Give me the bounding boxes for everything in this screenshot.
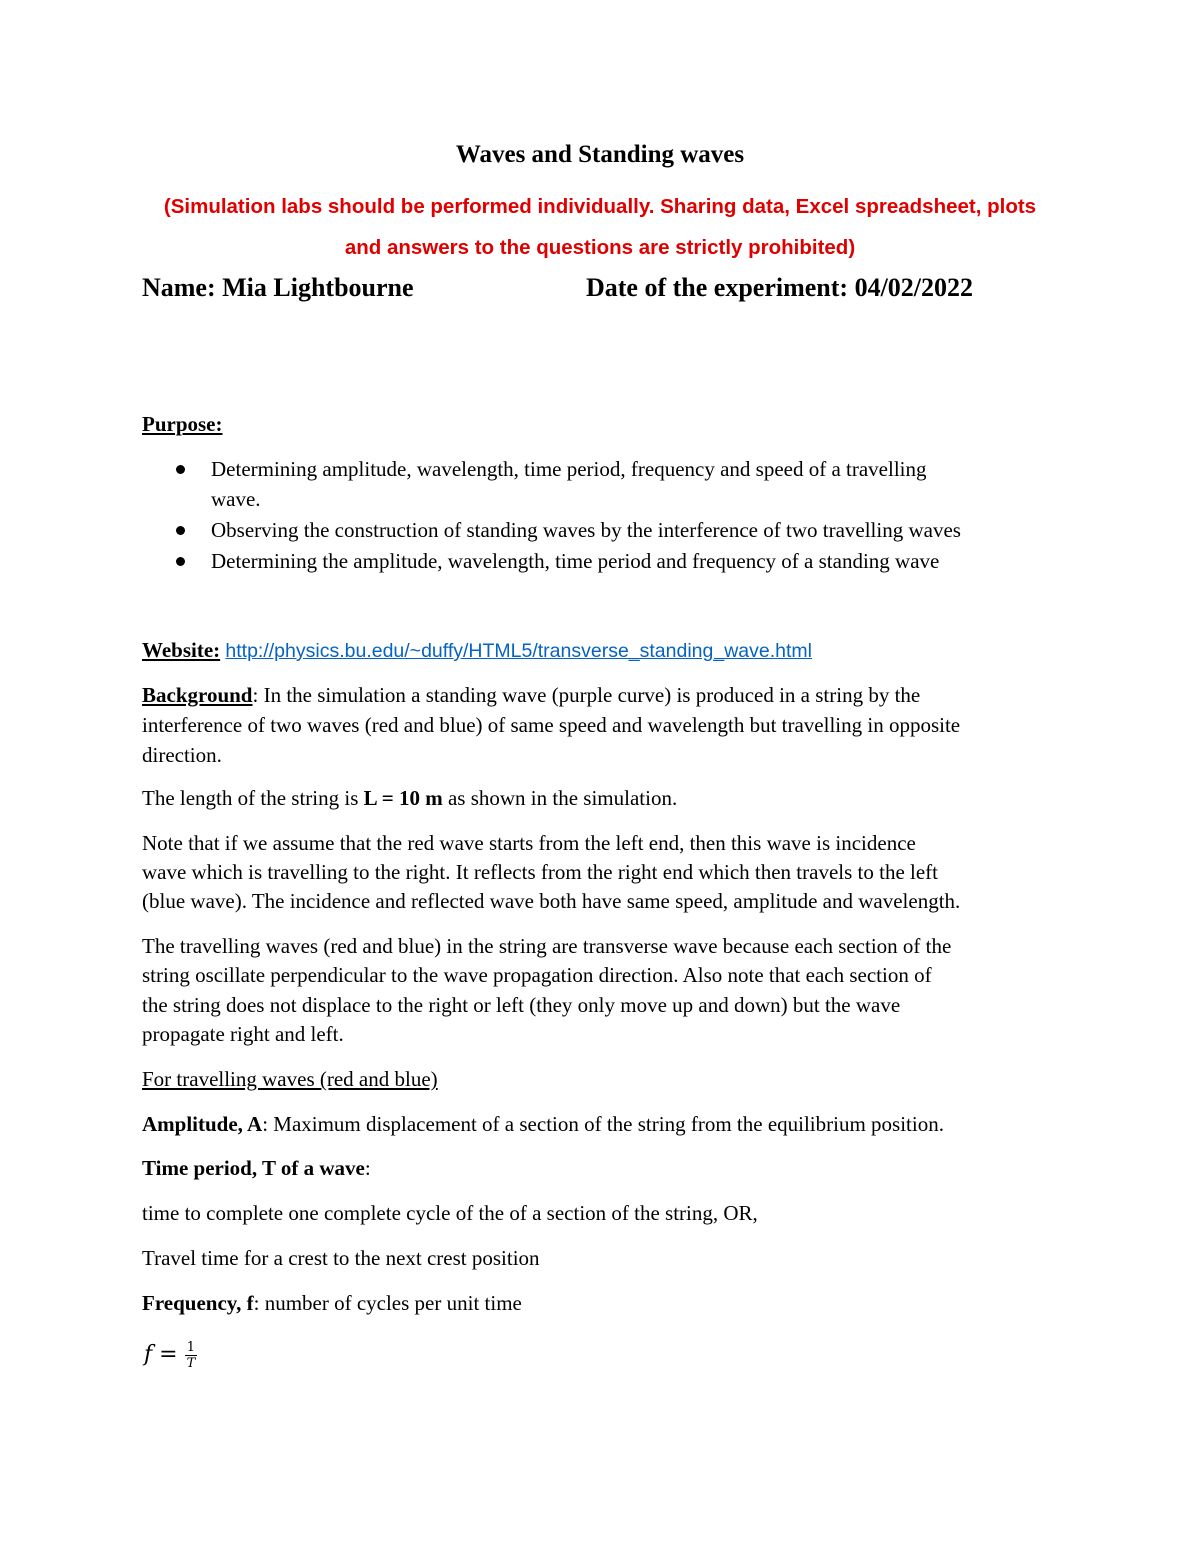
- background-line-2: interference of two waves (red and blue) of same speed and wavelength but travelling in opposite: [142, 713, 961, 737]
- note-line-2: wave which is travelling to the right. It reflects from the right end which then travels to the left: [142, 860, 939, 884]
- transverse-line-3: the string does not displace to the right or left (they only move up and down) but the wave: [142, 993, 901, 1017]
- period-heading: [142, 1153, 371, 1183]
- period-definition-1: time to complete one complete cycle of the of a section of the string, OR,: [142, 1201, 758, 1225]
- bullet-icon: [176, 526, 185, 535]
- background-line-3: direction.: [142, 743, 222, 767]
- note-line-1: Note that if we assume that the red wave starts from the left end, then this wave is incidence: [142, 831, 916, 855]
- transverse-line-1: The travelling waves (red and blue) in the string are transverse wave because each section of the: [142, 934, 952, 958]
- frequency-label: Frequency, f: [142, 1291, 254, 1315]
- period-definition-2: Travel time for a crest to the next crest position: [142, 1246, 540, 1270]
- frequency-text: : number of cycles per unit time: [253, 1291, 522, 1315]
- amplitude-definition: [142, 1109, 944, 1139]
- date-value: 04/02/2022: [854, 273, 974, 302]
- name-label: Name:: [142, 273, 216, 302]
- background-text: : In the simulation a standing wave (purple curve) is produced in a string by the: [252, 683, 921, 707]
- travelling-waves-heading: For travelling waves (red and blue): [142, 1067, 438, 1091]
- amplitude-text: : Maximum displacement of a section of the string from the equilibrium position.: [262, 1112, 944, 1136]
- purpose-item-1-line-2: wave.: [211, 487, 261, 511]
- bullet-icon: [176, 465, 185, 474]
- purpose-item-2: Observing the construction of standing waves by the interference of two travelling waves: [211, 518, 961, 542]
- note-line-3: (blue wave). The incidence and reflected wave both have same speed, amplitude and wavelength.: [142, 889, 961, 913]
- formula-lhs: f: [144, 1342, 153, 1367]
- warning-line-2: and answers to the questions are strictly prohibited): [344, 236, 856, 259]
- website-line: [142, 635, 812, 666]
- website-link[interactable]: http://physics.bu.edu/~duffy/HTML5/transverse_standing_wave.html: [225, 640, 812, 662]
- bullet-icon: [176, 557, 185, 566]
- warning-line-1: (Simulation labs should be performed individually. Sharing data, Excel spreadsheet, plots: [163, 195, 1037, 218]
- string-length-line: [142, 783, 677, 813]
- period-colon: :: [364, 1156, 371, 1180]
- background-line-1: [142, 680, 920, 710]
- formula-denominator: T: [186, 1356, 196, 1372]
- frequency-definition: [142, 1288, 522, 1318]
- transverse-line-2: string oscillate perpendicular to the wave propagation direction. Also note that each section of: [142, 963, 932, 987]
- period-label: Time period, T of a wave: [142, 1156, 365, 1180]
- amplitude-label: Amplitude, A: [142, 1112, 263, 1136]
- date-label: Date of the experiment:: [586, 273, 849, 302]
- transverse-line-4: propagate right and left.: [142, 1022, 344, 1046]
- name-value: Mia Lightbourne: [222, 273, 414, 302]
- length-pre: The length of the string is: [142, 786, 364, 810]
- background-label: Background: [142, 683, 253, 707]
- website-label: Website:: [142, 638, 221, 662]
- name-field: [142, 273, 414, 303]
- length-value: L = 10 m: [363, 786, 443, 810]
- purpose-item-1-line-1: Determining amplitude, wavelength, time period, frequency and speed of a travelling: [211, 457, 927, 481]
- formula-fraction: [185, 1340, 198, 1371]
- frequency-formula: [144, 1334, 197, 1375]
- date-field: [586, 273, 973, 303]
- formula-equals: =: [152, 1342, 185, 1367]
- purpose-item-3: Determining the amplitude, wavelength, time period and frequency of a standing wave: [211, 549, 940, 573]
- purpose-heading: Purpose:: [142, 412, 223, 436]
- formula-numerator: 1: [185, 1340, 198, 1356]
- length-post: as shown in the simulation.: [442, 786, 678, 810]
- document-title: Waves and Standing waves: [455, 141, 745, 168]
